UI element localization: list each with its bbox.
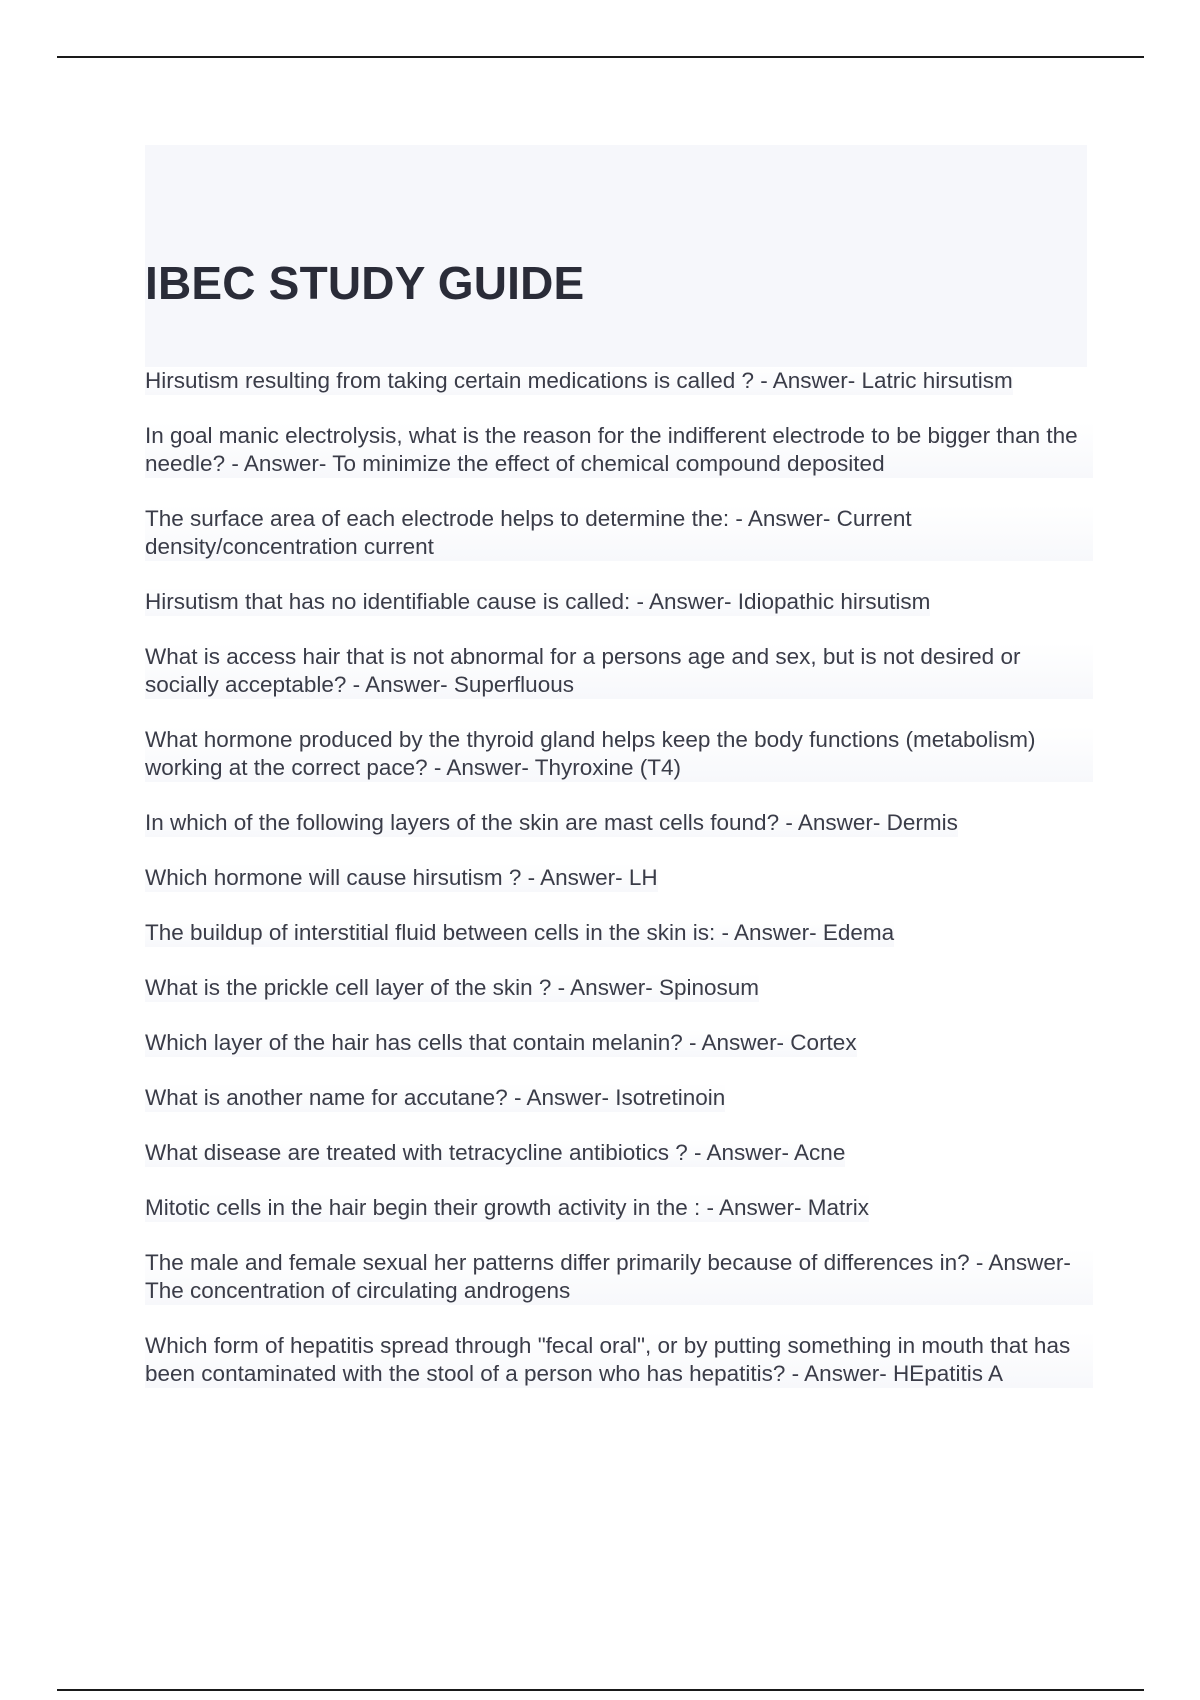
document-title: IBEC STUDY GUIDE — [145, 257, 585, 309]
qa-item: The male and female sexual her patterns differ primarily because of differences in? - Answer- The concentration of circulating androgens — [145, 1249, 1093, 1305]
qa-list — [145, 367, 1095, 1415]
qa-item: Which hormone will cause hirsutism ? - Answer- LH — [145, 865, 658, 890]
bottom-rule — [57, 1689, 1144, 1691]
qa-item: Hirsutism resulting from taking certain medications is called ? - Answer- Latric hirsutism — [145, 368, 1013, 393]
qa-item: What is the prickle cell layer of the skin ? - Answer- Spinosum — [145, 975, 759, 1000]
qa-item: What disease are treated with tetracycline antibiotics ? - Answer- Acne — [145, 1140, 846, 1165]
qa-item: The buildup of interstitial fluid between cells in the skin is: - Answer- Edema — [145, 920, 895, 945]
qa-item: What hormone produced by the thyroid gland helps keep the body functions (metabolism) working at the correct pace? - Answer- Thyroxine (T4) — [145, 726, 1093, 782]
qa-item: In which of the following layers of the skin are mast cells found? - Answer- Dermis — [145, 810, 958, 835]
qa-item: What is access hair that is not abnormal for a persons age and sex, but is not desired or socially acceptable? - Answer- Superfluous — [145, 643, 1093, 699]
qa-item: Mitotic cells in the hair begin their growth activity in the : - Answer- Matrix — [145, 1195, 870, 1220]
qa-item: The surface area of each electrode helps to determine the: - Answer- Current density/concentration current — [145, 505, 1093, 561]
qa-item: Which layer of the hair has cells that contain melanin? - Answer- Cortex — [145, 1030, 857, 1055]
top-rule — [57, 56, 1144, 58]
qa-item: In goal manic electrolysis, what is the reason for the indifferent electrode to be bigger than the needle? - Answer- To minimize the effect of chemical compound deposited — [145, 422, 1093, 478]
qa-item: What is another name for accutane? - Answer- Isotretinoin — [145, 1085, 726, 1110]
qa-item: Which form of hepatitis spread through "fecal oral", or by putting something in mouth that has been contaminated with the stool of a person who has hepatitis? - Answer- HEpatitis A — [145, 1332, 1093, 1388]
qa-item: Hirsutism that has no identifiable cause is called: - Answer- Idiopathic hirsutism — [145, 589, 931, 614]
